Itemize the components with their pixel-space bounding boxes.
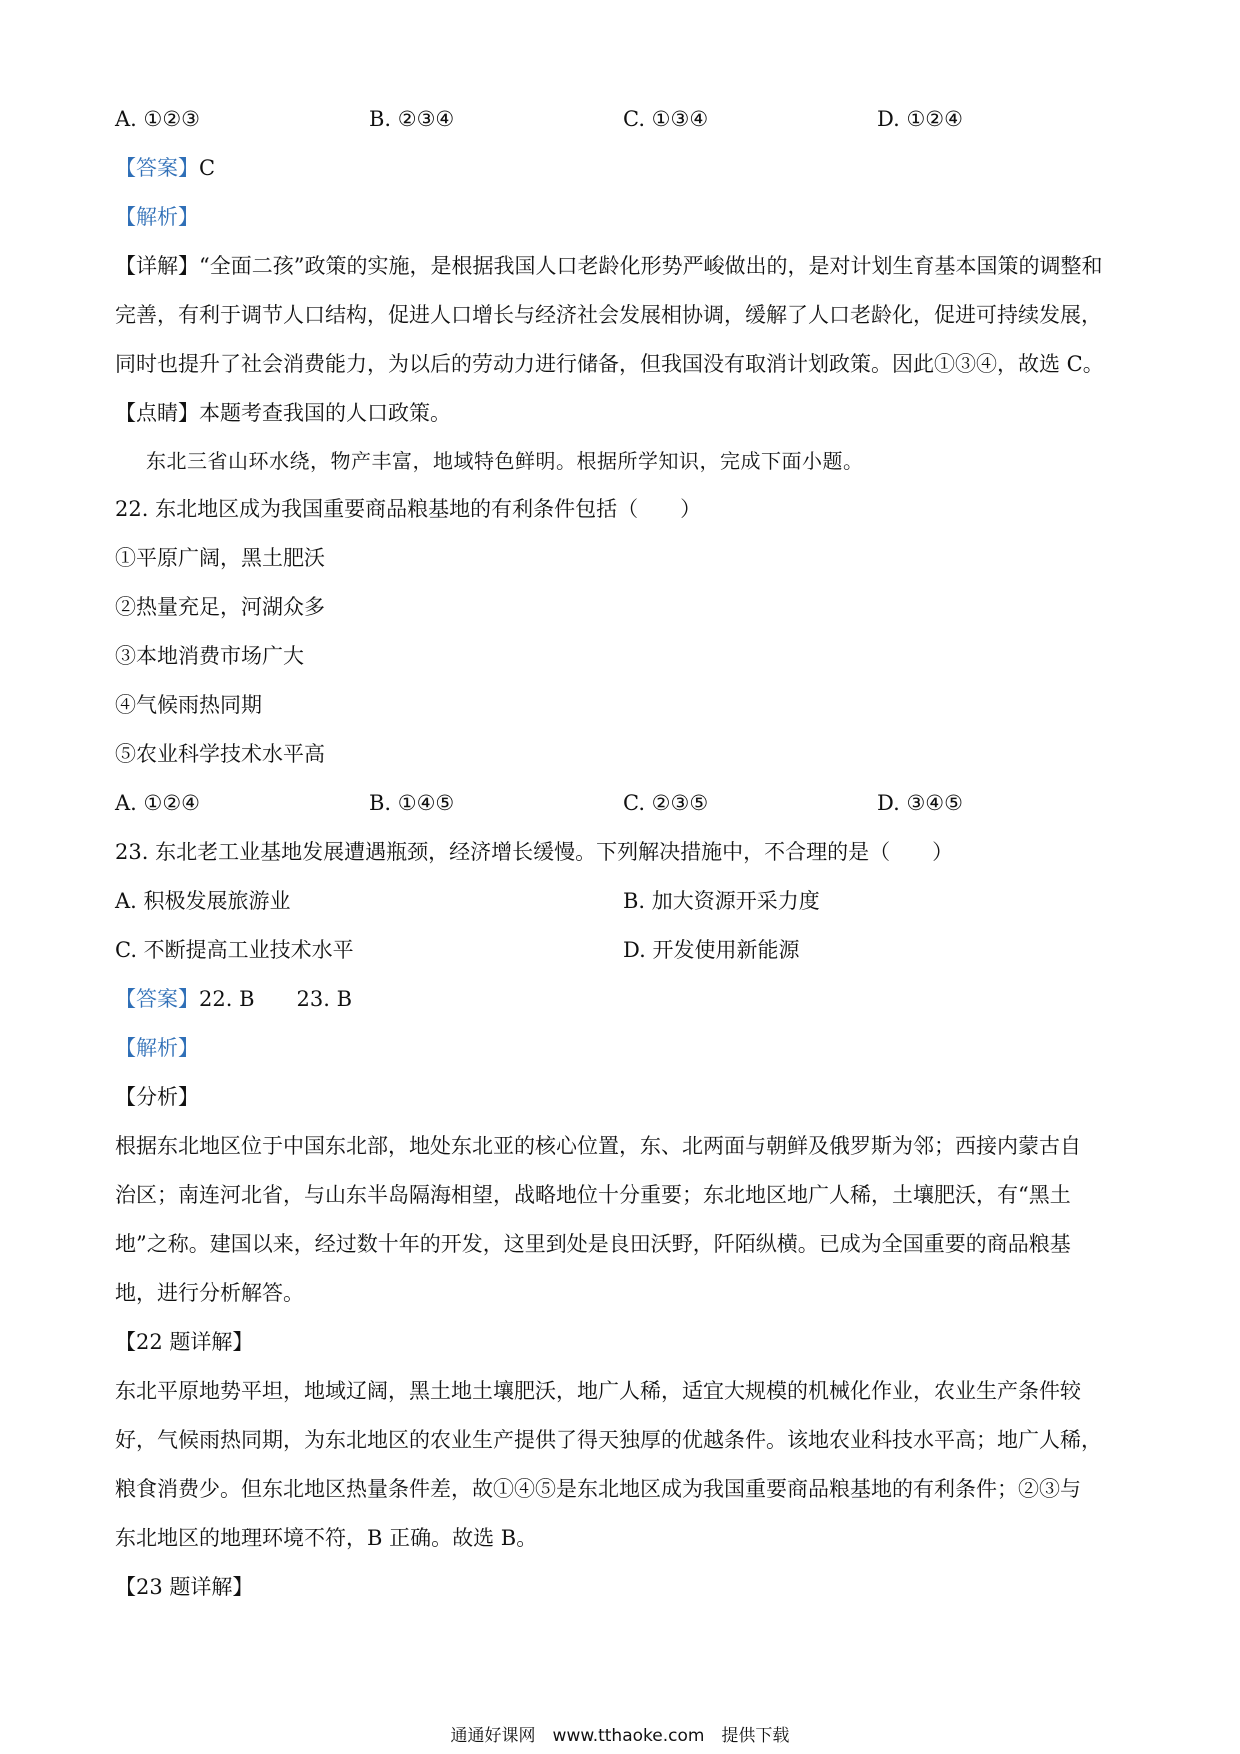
q21-options <box>115 104 1135 134</box>
q23-option-d: D. 开发使用新能源 <box>623 938 800 962</box>
q22-option-a: A. ①②④ <box>115 791 200 815</box>
q21-option-c: C. ①③④ <box>623 107 709 131</box>
q21-analysis-label: 【解析】 <box>115 205 199 229</box>
q21-answer <box>115 153 1135 183</box>
q23-options-row-2 <box>115 935 1135 965</box>
q22-detail-line-1: 东北平原地势平坦，地域辽阔，黑土地土壤肥沃，地广人稀，适宜大规模的机械化作业，农业生产条件较 <box>115 1379 1081 1403</box>
q22-options <box>115 788 1135 818</box>
q22-option-d: D. ③④⑤ <box>877 791 963 815</box>
q23-option-a: A. 积极发展旅游业 <box>115 889 291 913</box>
q22-item-5: ⑤农业科学技术水平高 <box>115 742 325 766</box>
fenxi-label: 【分析】 <box>115 1085 199 1109</box>
page-footer: 通通好课网 www.tthaoke.com 提供下载 <box>450 1726 790 1746</box>
q21-detail-line-2: 完善，有利于调节人口结构，促进人口增长与经济社会发展相协调，缓解了人口老龄化，促进可持续发展， <box>115 303 1102 327</box>
q21-detail-line-3: 同时也提升了社会消费能力，为以后的劳动力进行储备，但我国没有取消计划政策。因此①③④，故选 C。 <box>115 352 1104 376</box>
q21-remark: 【点睛】本题考查我国的人口政策。 <box>115 401 451 425</box>
detail-label: 【详解】 <box>115 254 199 278</box>
q23-option-c: C. 不断提高工业技术水平 <box>115 938 354 962</box>
q22-item-2: ②热量充足，河湖众多 <box>115 595 325 619</box>
answer-label: 【答案】 <box>115 156 199 180</box>
q22-23-answer <box>115 984 1135 1014</box>
q22-detail-line-4: 东北地区的地理环境不符，B 正确。故选 B。 <box>115 1526 538 1550</box>
q22-detail-line-2: 好，气候雨热同期，为东北地区的农业生产提供了得天独厚的优越条件。该地农业科技水平高；地广人稀， <box>115 1428 1102 1452</box>
fenxi-line-3: 地”之称。建国以来，经过数十年的开发，这里到处是良田沃野，阡陌纵横。已成为全国重要的商品粮基 <box>115 1232 1071 1256</box>
answer-label: 【答案】 <box>115 987 199 1011</box>
q22-item-4: ④气候雨热同期 <box>115 693 262 717</box>
q22-item-1: ①平原广阔，黑土肥沃 <box>115 546 325 570</box>
fenxi-line-2: 治区；南连河北省，与山东半岛隔海相望，战略地位十分重要；东北地区地广人稀，土壤肥沃，有“黑土 <box>115 1183 1071 1207</box>
fenxi-line-4: 地，进行分析解答。 <box>115 1281 304 1305</box>
q23-options-row-1 <box>115 886 1135 916</box>
q21-option-b: B. ②③④ <box>369 107 455 131</box>
q21-option-a: A. ①②③ <box>115 107 200 131</box>
q22-detail-label: 【22 题详解】 <box>115 1330 254 1354</box>
reading-passage: 东北三省山环水绕，物产丰富，地域特色鲜明。根据所学知识，完成下面小题。 <box>146 449 864 473</box>
analysis-label: 【解析】 <box>115 1036 199 1060</box>
q21-option-d: D. ①②④ <box>877 107 963 131</box>
q22-option-b: B. ①④⑤ <box>369 791 455 815</box>
q23-stem: 23. 东北老工业基地发展遭遇瓶颈，经济增长缓慢。下列解决措施中，不合理的是（ ） <box>115 840 954 864</box>
q23-option-b: B. 加大资源开采力度 <box>623 889 820 913</box>
q22-item-3: ③本地消费市场广大 <box>115 644 304 668</box>
fenxi-line-1: 根据东北地区位于中国东北部，地处东北亚的核心位置，东、北两面与朝鲜及俄罗斯为邻；西接内蒙古自 <box>115 1134 1081 1158</box>
q21-detail-line-1 <box>115 251 1135 281</box>
q22-stem: 22. 东北地区成为我国重要商品粮基地的有利条件包括（ ） <box>115 497 702 521</box>
detail-text: “全面二孩”政策的实施，是根据我国人口老龄化形势严峻做出的，是对计划生育基本国策的调整和 <box>199 254 1103 278</box>
q23-detail-label: 【23 题详解】 <box>115 1575 254 1599</box>
answer-value: C <box>199 156 216 180</box>
q22-option-c: C. ②③⑤ <box>623 791 709 815</box>
q22-detail-line-3: 粮食消费少。但东北地区热量条件差，故①④⑤是东北地区成为我国重要商品粮基地的有利条件；②③与 <box>115 1477 1081 1501</box>
answer-value: 22. B 23. B <box>199 987 353 1011</box>
